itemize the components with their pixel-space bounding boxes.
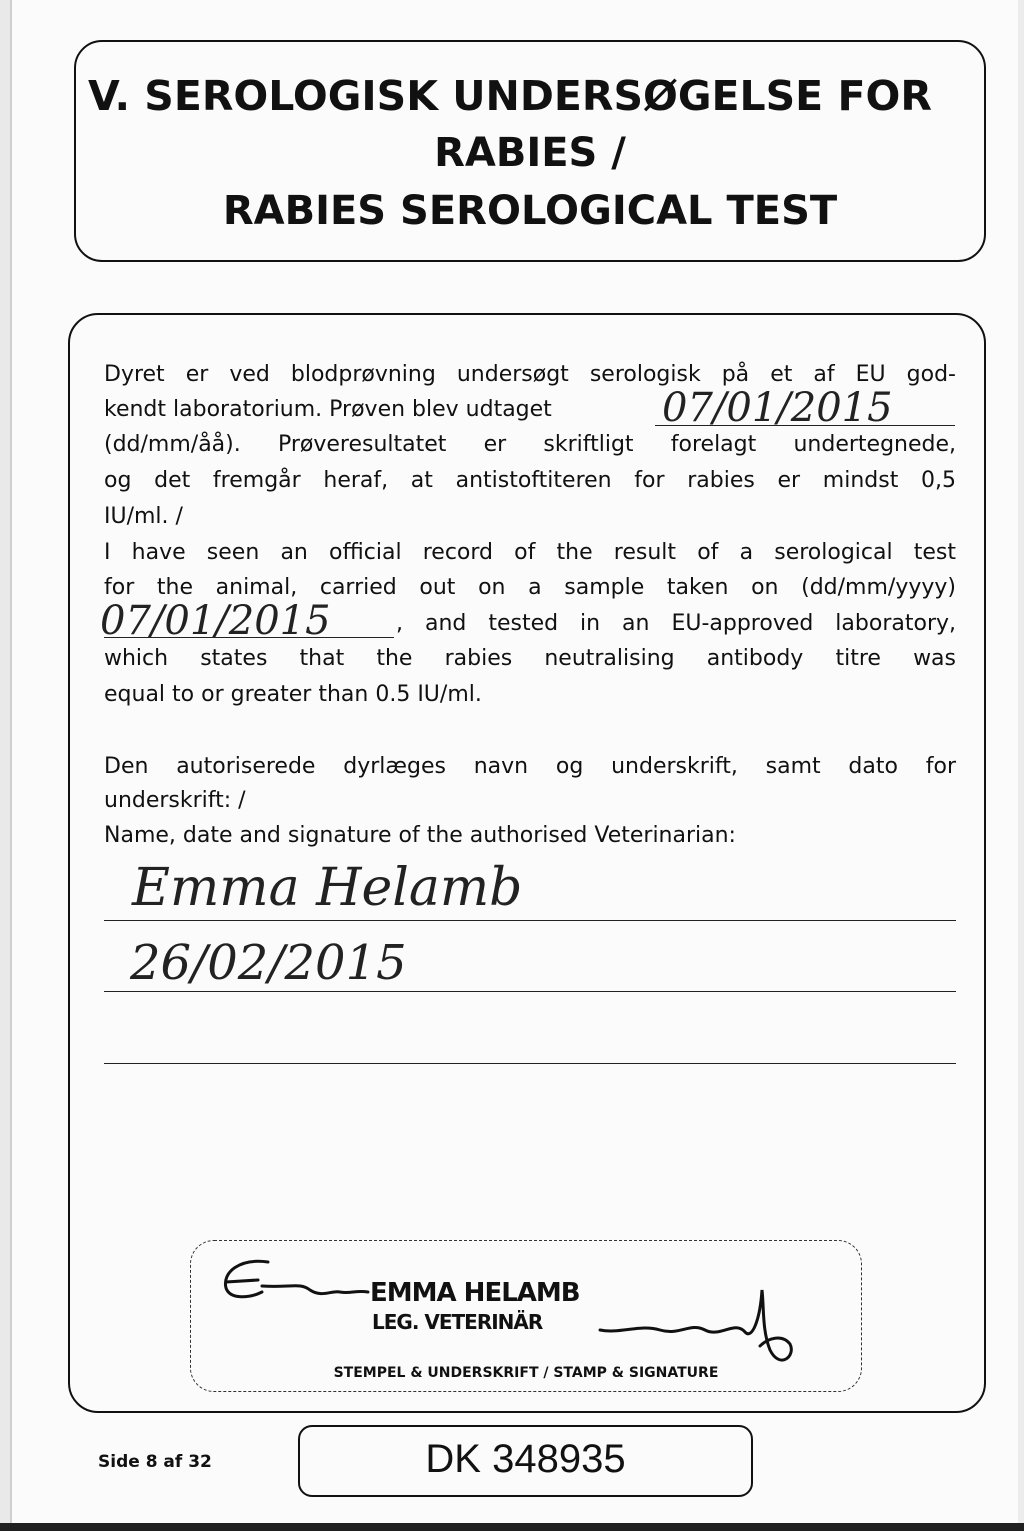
danish-text-line-4: og det fremgår heraf, at antistoftiteren for rabies er mindst 0,5 [104,468,956,493]
page-number: Side 8 af 32 [98,1452,212,1472]
english-text-line-5: equal to or greater than 0.5 IU/ml. [104,682,482,707]
english-text-line-4: which states that the rabies neutralising antibody titre was [104,646,956,671]
danish-text-line-5: IU/ml. / [104,504,183,529]
stamp-vet-name: EMMA HELAMB [370,1278,580,1308]
page-right-edge [1018,0,1024,1531]
handwritten-sample-date-en: 07/01/2015 [100,598,331,644]
handwritten-signature-date: 26/02/2015 [130,935,407,991]
section-title-line-2: RABIES / [434,130,626,176]
signature-date-line [104,991,956,992]
vet-prompt-line-2: underskrift: / [104,788,246,813]
danish-text-line-1: Dyret er ved blodprøvning undersøgt serologisk på et af EU god- [104,362,956,387]
vet-prompt-line-3: Name, date and signature of the authorised Veterinarian: [104,823,736,848]
passport-number: DK 348935 [425,1437,626,1481]
blank-signature-line [104,1063,956,1064]
vet-prompt-line-1: Den autoriserede dyrlæges navn og underskrift, samt dato for [104,754,956,779]
handwritten-sample-date-da: 07/01/2015 [662,385,893,431]
english-text-line-2: for the animal, carried out on a sample taken on (dd/mm/yyyy) [104,575,956,600]
page-bottom-edge [0,1523,1024,1531]
handwritten-vet-name: Emma Helamb [132,858,523,918]
section-title-line-3: RABIES SEROLOGICAL TEST [222,188,838,234]
page-binding-edge [0,0,12,1531]
vet-name-line [104,920,956,921]
english-text-line-3: , and tested in an EU-approved laboratory, [396,611,956,636]
section-title-box [74,40,986,262]
section-title-line-1: V. SEROLOGISK UNDERSØGELSE FOR [88,72,932,120]
stamp-vet-title: LEG. VETERINÄR [372,1310,543,1334]
english-text-line-1: I have seen an official record of the result of a serological test [104,540,956,565]
stamp-caption: STEMPEL & UNDERSKRIFT / STAMP & SIGNATURE [333,1365,719,1381]
danish-text-line-2: kendt laboratorium. Prøven blev udtaget [104,397,552,422]
danish-text-line-3: (dd/mm/åå). Prøveresultatet er skriftligt forelagt undertegnede, [104,432,956,457]
